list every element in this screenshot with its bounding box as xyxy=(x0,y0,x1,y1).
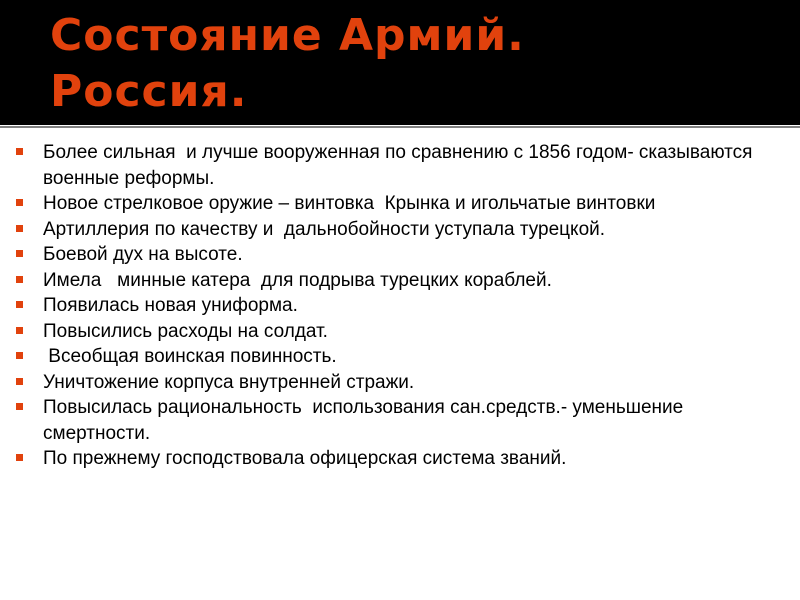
bullet-item xyxy=(16,446,786,472)
bullet-text: Уничтожение корпуса внутренней стражи. xyxy=(43,371,415,393)
bullet-item xyxy=(16,217,786,243)
bullet-item xyxy=(16,293,786,319)
bullet-text: Повысились расходы на солдат. xyxy=(43,320,328,342)
square-bullet-icon xyxy=(16,199,23,206)
bullet-item xyxy=(16,319,786,345)
title-divider xyxy=(0,126,800,128)
square-bullet-icon xyxy=(16,250,23,257)
bullet-text: Артиллерия по качеству и дальнобойности уступала турецкой. xyxy=(43,218,606,240)
slide-title xyxy=(50,8,525,120)
bullet-item xyxy=(16,242,786,268)
square-bullet-icon xyxy=(16,327,23,334)
title-bar xyxy=(0,0,800,125)
bullet-text: Новое стрелковое оружие – винтовка Крынка и игольчатые винтовки xyxy=(43,193,656,214)
bullet-text: По прежнему господствовала офицерская система званий. xyxy=(43,448,567,469)
bullet-text: Появилась новая униформа. xyxy=(43,295,298,316)
square-bullet-icon xyxy=(16,454,23,461)
square-bullet-icon xyxy=(16,276,23,283)
slide-title-line-1: Состояние Армий. xyxy=(50,10,525,61)
square-bullet-icon xyxy=(16,148,23,155)
bullet-item xyxy=(16,268,786,294)
bullet-text: Более сильная и лучше вооруженная по сравнению с 1856 годом- сказываются военные реформы. xyxy=(43,142,758,189)
bullet-text: Боевой дух на высоте. xyxy=(43,244,243,265)
square-bullet-icon xyxy=(16,403,23,410)
bullet-item xyxy=(16,370,786,396)
bullet-item xyxy=(16,395,786,446)
square-bullet-icon xyxy=(16,378,23,385)
bullet-item xyxy=(16,344,786,370)
bullet-list xyxy=(16,140,786,472)
slide-title-line-2: Россия. xyxy=(50,66,248,117)
bullet-text: Всеобщая воинская повинность. xyxy=(43,346,337,367)
bullet-text: Повысилась рациональность использования сан.средств.- уменьшение смертности. xyxy=(43,397,689,444)
square-bullet-icon xyxy=(16,352,23,359)
bullet-item xyxy=(16,140,786,191)
bullet-text: Имела минные катера для подрыва турецких кораблей. xyxy=(43,269,552,291)
square-bullet-icon xyxy=(16,225,23,232)
bullet-item xyxy=(16,191,786,217)
square-bullet-icon xyxy=(16,301,23,308)
